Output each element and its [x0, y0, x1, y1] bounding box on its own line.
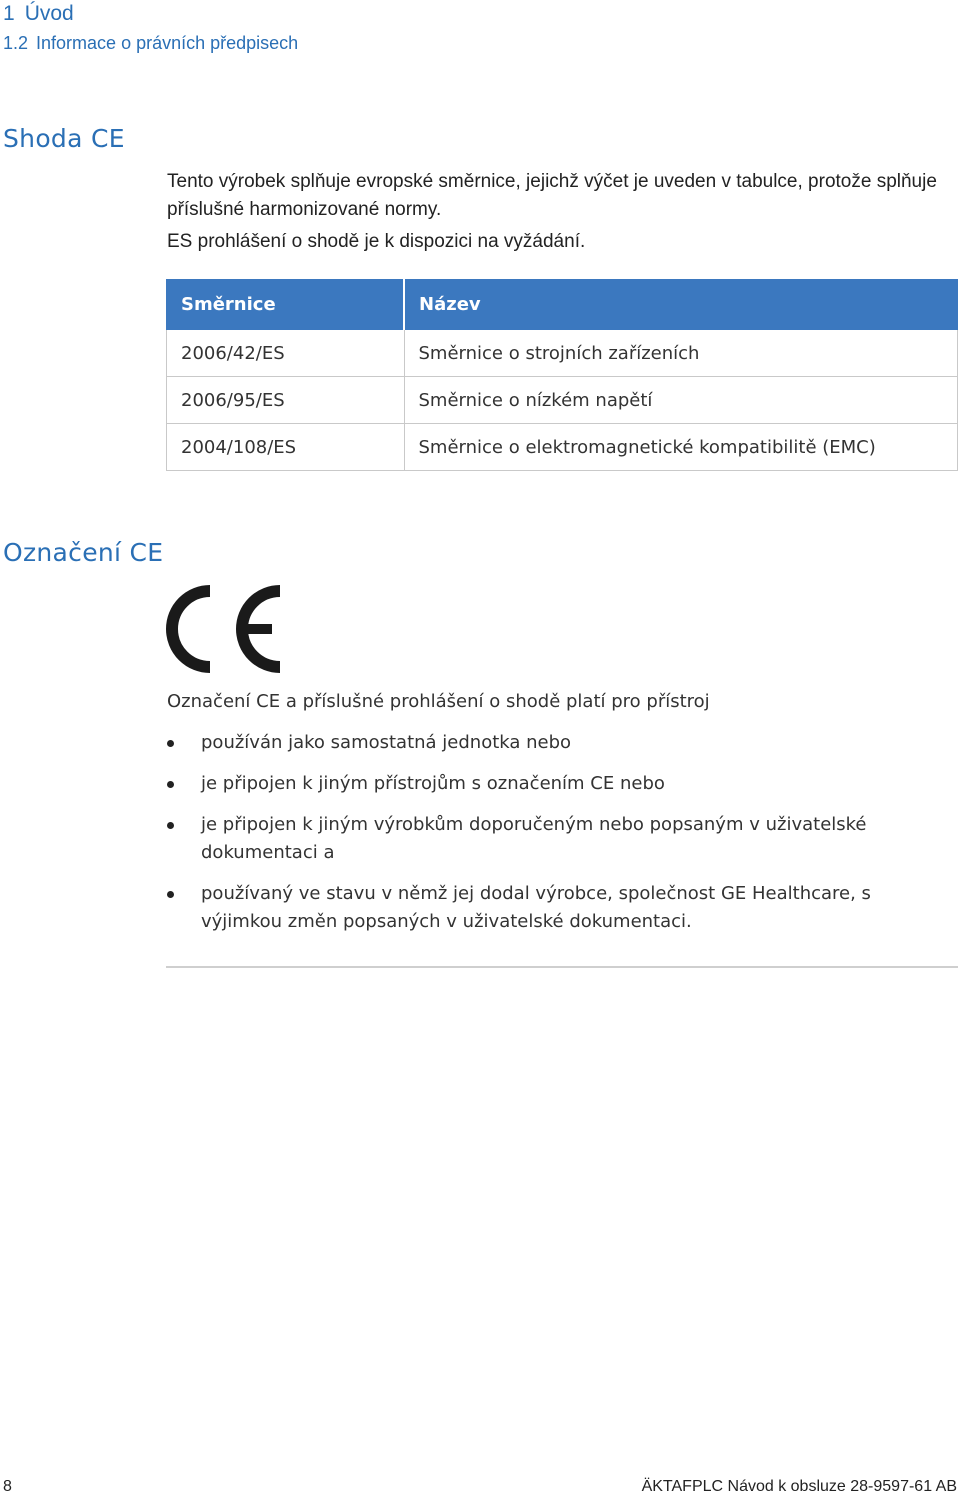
directive-code: 2006/42/ES — [167, 330, 405, 377]
directive-name: Směrnice o nízkém napětí — [404, 377, 957, 424]
bullet-icon — [167, 740, 174, 747]
list-item-text: je připojen k jiným přístrojům s označením CE nebo — [201, 773, 665, 794]
directive-code: 2004/108/ES — [167, 424, 405, 471]
intro-declaration: ES prohlášení o shodě je k dispozici na vyžádání. — [167, 231, 586, 252]
ce-statement — [167, 688, 957, 949]
bullet-icon — [167, 781, 174, 788]
intro-paragraph: Tento výrobek splňuje evropské směrnice, jejichž výčet je uveden v tabulce, protože splňuje příslušné harmonizované normy. — [167, 171, 937, 220]
table-row — [167, 377, 958, 424]
section-divider — [166, 966, 958, 968]
table-row — [167, 424, 958, 471]
table-row — [167, 330, 958, 377]
section-title: Informace o právních předpisech — [36, 33, 299, 53]
column-header-nazev: Název — [404, 280, 957, 330]
heading-oznaceni-ce: Označení CE — [3, 538, 164, 567]
breadcrumb — [3, 0, 298, 56]
list-item-text: je připojen k jiným výrobkům doporučeným nebo popsaným v uživatelské dokumentaci a — [201, 814, 867, 863]
footer-document-id: ÄKTAFPLC Návod k obsluze 28-9597-61 AB — [641, 1478, 957, 1495]
list-item — [167, 729, 957, 757]
chapter-number: 1 — [3, 2, 15, 25]
ce-mark-icon — [166, 585, 286, 673]
breadcrumb-section — [3, 30, 298, 56]
ce-statement-text: Označení CE a příslušné prohlášení o shodě platí pro přístroj — [167, 691, 710, 712]
directive-name: Směrnice o strojních zařízeních — [404, 330, 957, 377]
section-number: 1.2 — [3, 33, 29, 53]
list-item-text: používán jako samostatná jednotka nebo — [201, 732, 572, 753]
chapter-title: Úvod — [24, 2, 74, 25]
breadcrumb-chapter — [3, 0, 298, 28]
directive-name: Směrnice o elektromagnetické kompatibilitě (EMC) — [404, 424, 957, 471]
list-item — [167, 811, 957, 867]
list-item-text: používaný ve stavu v němž jej dodal výrobce, společnost GE Healthcare, s výjimkou změn popsaných v uživatelské dokumentaci. — [201, 883, 871, 932]
directive-code: 2006/95/ES — [167, 377, 405, 424]
bullet-icon — [167, 891, 174, 898]
column-header-smernice: Směrnice — [167, 280, 405, 330]
heading-shoda-ce: Shoda CE — [3, 124, 125, 153]
intro-text — [167, 168, 947, 256]
table-header-row — [167, 280, 958, 330]
ce-conditions-list — [167, 729, 957, 936]
list-item — [167, 770, 957, 798]
list-item — [167, 880, 957, 936]
page-number: 8 — [3, 1478, 12, 1495]
bullet-icon — [167, 822, 174, 829]
directives-table — [166, 279, 958, 471]
